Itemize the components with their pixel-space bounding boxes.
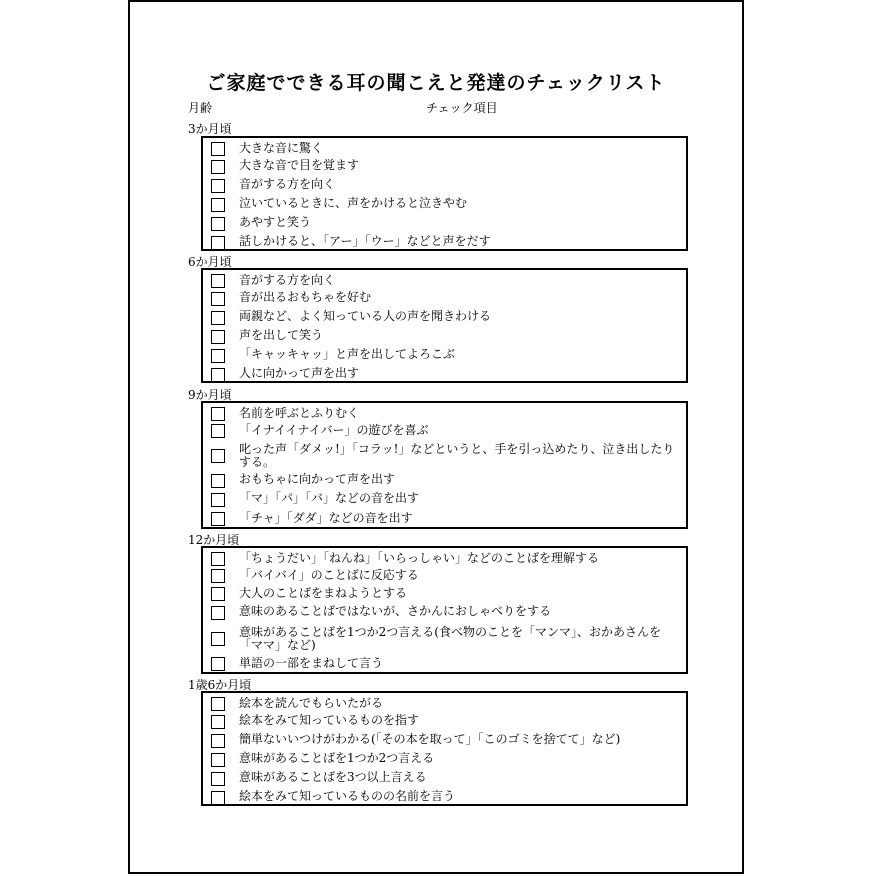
checklist-row [203,195,686,214]
checkbox[interactable] [211,512,225,526]
checklist-row [203,622,686,654]
item-text: 「マ」「パ」「バ」などの音を出す [239,491,420,505]
item-text: 話しかけると、「アー」「ウー」などと声をだす [239,234,491,248]
checklist-row [203,405,686,422]
item-text: 声を出して笑う [239,328,324,342]
checkbox[interactable] [211,753,225,767]
checklist-row [203,567,686,585]
item-text: 叱った声「ダメッ!」「コラッ!」などというと、手を引っ込めたり、泣き出したりする。 [239,442,675,469]
item-text: 単語の一部をまねして言う [239,656,384,670]
age-column-header: 月齢 [188,101,213,115]
item-text: 名前を呼ぶとふりむく [239,406,360,420]
page-title: ご家庭でできる耳の聞こえと発達のチェックリスト [206,72,666,94]
checkbox[interactable] [211,160,225,174]
age-label-3m: 3か月頃 [188,122,232,136]
item-text: 音が出るおもちゃを好む [239,290,372,304]
checklist-row [203,654,686,674]
checkbox[interactable] [211,632,225,646]
item-text: 人に向かって声を出す [239,366,360,380]
item-text: 大きな音で目を覚ます [239,158,360,172]
item-text: 意味があることばを1つか2つ言える [239,751,435,765]
item-text: 意味があることばを1つか2つ言える(食べ物のことを「マンマ」、おかあさんを「ママ」など) [239,625,661,652]
item-text: 「イナイイナイバー」の遊びを喜ぶ [239,423,429,437]
checkbox[interactable] [211,236,225,250]
checkbox[interactable] [211,772,225,786]
checklist-row [203,490,686,509]
age-label-9m: 9か月頃 [188,388,232,402]
checkbox[interactable] [211,142,225,156]
item-text: 泣いているときに、声をかけると泣きやむ [239,196,468,210]
age-label-18m: 1歳6か月頃 [188,678,252,692]
checklist-row [203,509,686,529]
checklist-row [203,422,686,440]
checkbox[interactable] [211,493,225,507]
checklist-row [203,214,686,233]
checklist-row [203,695,686,712]
checkbox[interactable] [211,407,225,421]
checklist-row [203,289,686,308]
checkbox[interactable] [211,657,225,671]
item-text: 意味のあることばではないが、さかんにおしゃべりをする [239,604,552,618]
checkbox[interactable] [211,791,225,805]
item-text: 「チャ」「ダダ」などの音を出す [239,511,413,525]
checkbox[interactable] [211,311,225,325]
checkbox[interactable] [211,474,225,488]
checklist-row [203,712,686,731]
checklist-page [128,0,744,874]
checklist-row [203,603,686,622]
checkbox[interactable] [211,569,225,583]
item-text: 簡単ないいつけがわかる(「その本を取って」「このゴミを捨てて」など) [239,732,621,746]
checklist-row [203,365,686,384]
checkbox[interactable] [211,292,225,306]
item-text: 「キャッキャッ」と声を出してよろこぶ [239,347,456,361]
checkbox[interactable] [211,368,225,382]
checklist-row [203,440,686,471]
checklist-row [203,140,686,157]
checklist-row [203,346,686,365]
item-text: おもちゃに向かって声を出す [239,472,396,486]
items-column-header: チェック項目 [426,101,498,115]
section-box-18m [201,691,688,806]
item-text: あやすと笑う [239,215,312,229]
checklist-row [203,731,686,750]
checkbox[interactable] [211,606,225,620]
checkbox[interactable] [211,552,225,566]
checkbox[interactable] [211,349,225,363]
checklist-row [203,769,686,788]
age-label-6m: 6か月頃 [188,255,232,269]
checklist-row [203,176,686,195]
checklist-row [203,585,686,603]
checkbox[interactable] [211,274,225,288]
section-box-12m [201,546,688,674]
item-text: 「ちょうだい」「ねんね」「いらっしゃい」などのことばを理解する [239,551,600,565]
item-text: 「バイバイ」のことばに反応する [239,568,419,582]
checklist-row [203,308,686,327]
section-box-6m [201,268,688,383]
checklist-row [203,272,686,289]
checkbox[interactable] [211,449,225,463]
item-text: 大きな音に驚く [239,141,324,155]
item-text: 音がする方を向く [239,273,336,287]
checklist-row [203,788,686,807]
checkbox[interactable] [211,179,225,193]
item-text: 両親など、よく知っている人の声を聞きわける [239,309,492,323]
checklist-row [203,327,686,346]
section-box-9m [201,401,688,529]
checklist-row [203,471,686,490]
checklist-row [203,233,686,252]
checkbox[interactable] [211,587,225,601]
checklist-row [203,550,686,567]
checkbox[interactable] [211,424,225,438]
section-box-3m [201,136,688,251]
checkbox[interactable] [211,697,225,711]
checkbox[interactable] [211,217,225,231]
item-text: 大人のことばをまねようとする [239,586,408,600]
checkbox[interactable] [211,715,225,729]
item-text: 絵本をみて知っているものを指す [239,713,420,727]
checklist-row [203,750,686,769]
checkbox[interactable] [211,330,225,344]
item-text: 絵本をみて知っているものの名前を言う [239,789,456,803]
item-text: 絵本を読んでもらいたがる [239,696,384,710]
checkbox[interactable] [211,198,225,212]
checklist-row [203,157,686,176]
item-text: 音がする方を向く [239,177,336,191]
item-text: 意味があることばを3つ以上言える [239,770,427,784]
age-label-12m: 12か月頃 [188,533,240,547]
checkbox[interactable] [211,734,225,748]
